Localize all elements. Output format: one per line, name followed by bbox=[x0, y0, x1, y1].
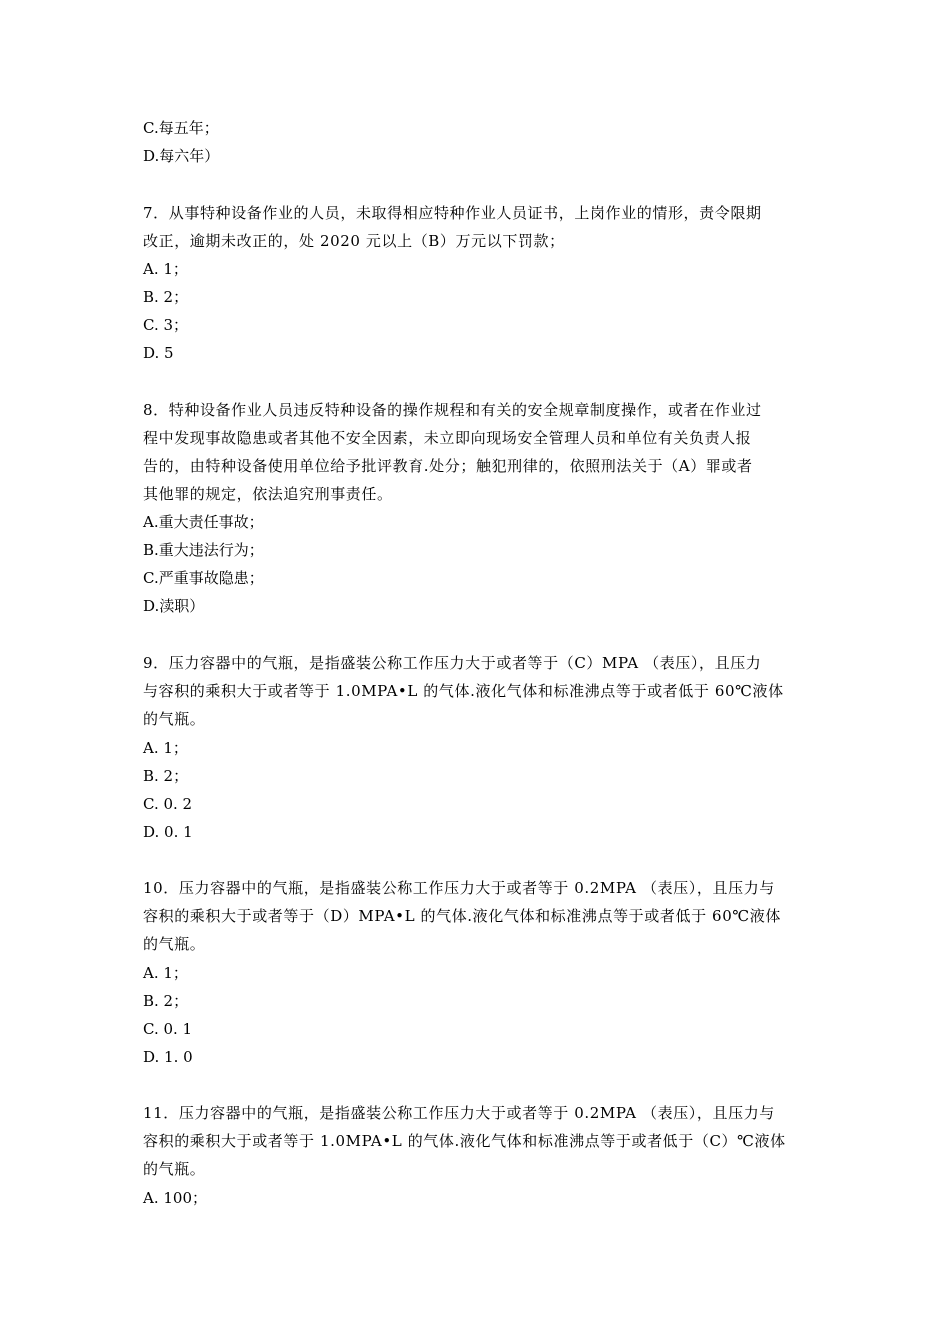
q6-option-d: D.每六年） bbox=[143, 147, 220, 165]
q8-stem-line-4: 其他罪的规定，依法追究刑事责任。 bbox=[143, 485, 393, 503]
q10-option-c: C. 0. 1 bbox=[143, 1020, 193, 1038]
q11-stem-line-1: 11．压力容器中的气瓶，是指盛装公称工作压力大于或者等于 0.2MPA （表压），且压力与 bbox=[143, 1104, 775, 1122]
q9-option-b: B. 2； bbox=[143, 767, 189, 785]
q11-option-a: A. 100； bbox=[143, 1189, 207, 1207]
q7-option-b: B. 2； bbox=[143, 288, 189, 306]
q11-stem-line-3: 的气瓶。 bbox=[143, 1160, 206, 1178]
q8-option-b: B.重大违法行为； bbox=[143, 541, 264, 559]
q7-option-c: C. 3； bbox=[143, 316, 189, 334]
q10-option-a: A. 1； bbox=[143, 964, 188, 982]
q11-stem-line-2: 容积的乘积大于或者等于 1.0MPA•L 的气体.液化气体和标准沸点等于或者低于（C）℃液体 bbox=[143, 1132, 786, 1150]
q8-stem-line-1: 8．特种设备作业人员违反特种设备的操作规程和有关的安全规章制度操作，或者在作业过 bbox=[143, 401, 762, 419]
q10-stem-line-2: 容积的乘积大于或者等于（D）MPA•L 的气体.液化气体和标准沸点等于或者低于 60℃液体 bbox=[143, 907, 781, 925]
q9-stem-line-1: 9．压力容器中的气瓶，是指盛装公称工作压力大于或者等于（C）MPA （表压），且压力 bbox=[143, 654, 762, 672]
q9-option-d: D. 0. 1 bbox=[143, 823, 193, 841]
q8-option-d: D.渎职） bbox=[143, 597, 205, 615]
q7-option-a: A. 1； bbox=[143, 260, 188, 278]
q9-option-a: A. 1； bbox=[143, 739, 188, 757]
q10-option-d: D. 1. 0 bbox=[143, 1048, 193, 1066]
q10-stem-line-1: 10．压力容器中的气瓶，是指盛装公称工作压力大于或者等于 0.2MPA （表压），且压力与 bbox=[143, 879, 775, 897]
q7-stem-line-2: 改正，逾期未改正的，处 2020 元以上（B）万元以下罚款； bbox=[143, 232, 565, 250]
q6-option-c: C.每五年； bbox=[143, 119, 219, 137]
q9-stem-line-3: 的气瓶。 bbox=[143, 710, 206, 728]
q8-stem-line-3: 告的，由特种设备使用单位给予批评教育.处分；触犯刑律的，依照刑法关于（A）罪或者 bbox=[143, 457, 753, 475]
q8-stem-line-2: 程中发现事故隐患或者其他不安全因素，未立即向现场安全管理人员和单位有关负责人报 bbox=[143, 429, 752, 447]
q9-stem-line-2: 与容积的乘积大于或者等于 1.0MPA•L 的气体.液化气体和标准沸点等于或者低于 60℃液体 bbox=[143, 682, 784, 700]
q8-option-c: C.严重事故隐患； bbox=[143, 569, 264, 587]
q9-option-c: C. 0. 2 bbox=[143, 795, 193, 813]
q7-stem-line-1: 7．从事特种设备作业的人员，未取得相应特种作业人员证书，上岗作业的情形，责令限期 bbox=[143, 204, 762, 222]
q8-option-a: A.重大责任事故； bbox=[143, 513, 264, 531]
q10-option-b: B. 2； bbox=[143, 992, 189, 1010]
q10-stem-line-3: 的气瓶。 bbox=[143, 935, 206, 953]
q7-option-d: D. 5 bbox=[143, 344, 174, 362]
